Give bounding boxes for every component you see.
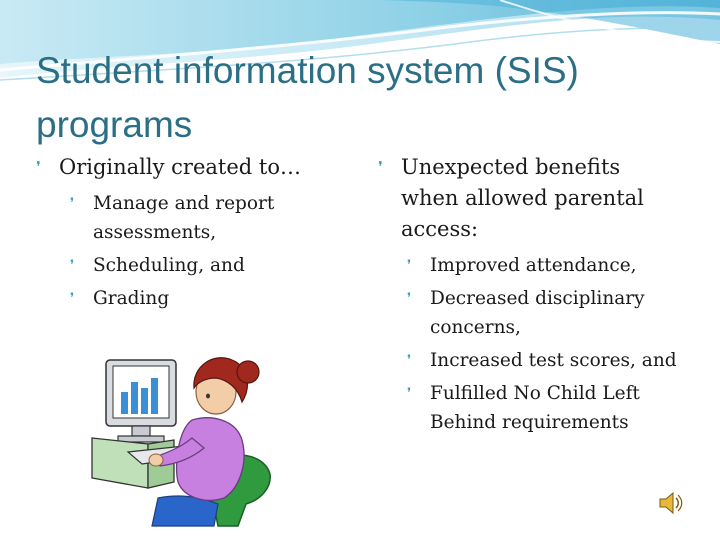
list-item: ❜ Decreased disciplinary concerns, [407, 284, 678, 342]
left-column [36, 152, 336, 317]
list-item: ❜ Improved attendance, [407, 251, 678, 280]
bullet-icon: ❜ [70, 196, 75, 211]
list-item: ❜ Fulfilled No Child Left Behind requirements [407, 379, 678, 437]
bullet-icon: ❜ [407, 258, 412, 273]
left-heading-text: Originally created to… [59, 155, 301, 179]
woman-at-computer-icon [88, 348, 288, 530]
bullet-icon: ❜ [36, 158, 41, 176]
right-heading-text: Unexpected benefits when allowed parental access: [401, 155, 644, 241]
list-item: ❜ Grading [70, 284, 336, 313]
bullet-icon: ❜ [378, 158, 383, 176]
right-column [378, 152, 678, 441]
right-heading-item [378, 152, 678, 245]
bullet-icon: ❜ [407, 386, 412, 401]
left-heading-item [36, 152, 336, 183]
bullet-icon: ❜ [70, 258, 75, 273]
bullet-icon: ❜ [70, 291, 75, 306]
slide-title: Student information system (SIS) programs [36, 50, 579, 145]
speaker-icon[interactable] [657, 490, 683, 516]
list-item: ❜ Scheduling, and [70, 251, 336, 280]
bullet-icon: ❜ [407, 291, 412, 306]
list-item: ❜ Manage and report assessments, [70, 189, 336, 247]
bullet-icon: ❜ [407, 353, 412, 368]
list-item: ❜ Increased test scores, and [407, 346, 678, 375]
